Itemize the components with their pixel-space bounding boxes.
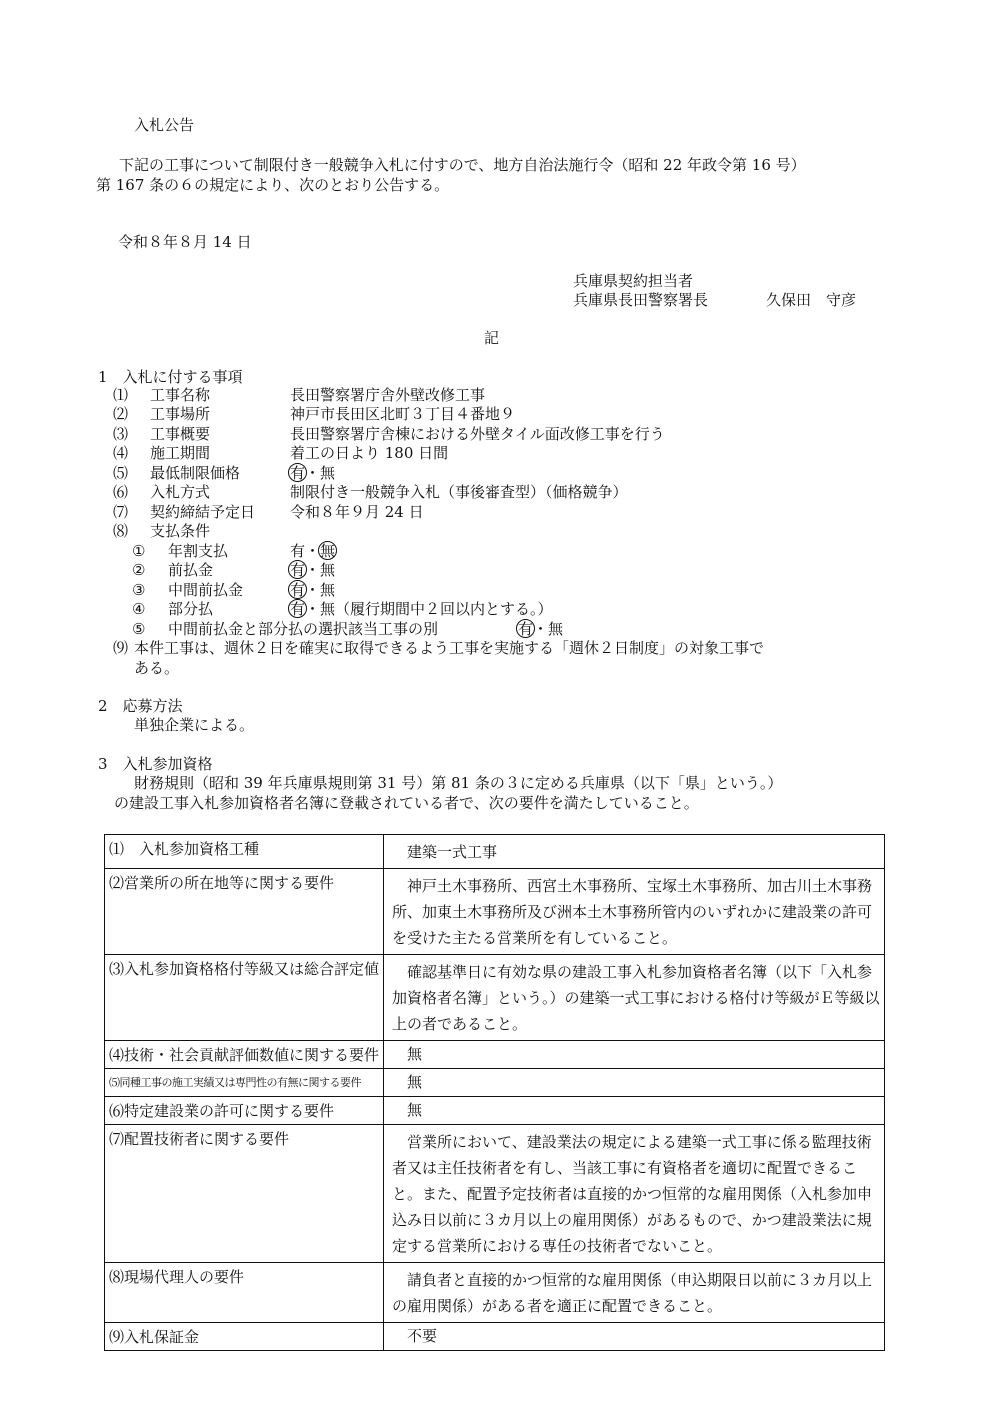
requirement-key: ⑷技術・社会貢献評価数値に関する要件: [105, 1041, 384, 1069]
yes-no-choice: [290, 561, 335, 580]
issuer-line-1: 兵庫県契約担当者: [573, 272, 694, 290]
item-label: 工事場所: [150, 405, 211, 423]
no-option: 無: [320, 581, 336, 599]
separator: ・: [305, 464, 321, 482]
yes-no-choice: [290, 542, 335, 561]
table-row: [105, 955, 885, 1041]
section-3-line-2: の建設工事入札参加資格者名簿に登載されている者で、次の要件を満たしていること。: [114, 794, 699, 812]
section-2-heading: 2 応募方法: [98, 697, 183, 715]
requirement-value: 無: [384, 1097, 885, 1125]
issuer-name: 久保田 守彦: [766, 291, 857, 309]
item-num: ⑻: [113, 522, 129, 540]
requirement-key: ⑺配置技術者に関する要件: [105, 1125, 384, 1263]
table-row: [105, 1041, 885, 1069]
item-value: 長田警察署庁舎棟における外壁タイル面改修工事を行う: [290, 425, 665, 443]
requirement-value: 神戸土木事務所、西宮土木事務所、宝塚土木事務所、加古川土木事務所、加東土木事務所及び洲本土木事務所管内のいずれかに建設業の許可を受けた主たる営業所を有していること。: [384, 869, 885, 955]
requirement-key: ⑴ 入札参加資格工種: [105, 835, 384, 869]
notice-date: 令和８年８月 14 日: [118, 233, 252, 251]
yes-no-choice: [290, 600, 553, 619]
separator: ・: [305, 561, 321, 579]
separator: ・: [533, 620, 549, 638]
requirement-key: ⑹特定建設業の許可に関する要件: [105, 1097, 384, 1125]
intro-line-2: 第 167 条の６の規定により、次のとおり公告する。: [96, 176, 450, 194]
table-row: [105, 1069, 885, 1097]
requirement-key: ⑶入札参加資格格付等級又は総合評定値: [105, 955, 384, 1041]
requirements-table: [104, 834, 885, 1351]
item-num: ⑷: [113, 444, 129, 462]
item-9-line-2: ある。: [134, 659, 180, 677]
no-option: 無: [320, 561, 336, 579]
yes-no-choice: [518, 620, 563, 639]
separator: ・: [305, 581, 321, 599]
table-row: [105, 835, 885, 869]
section-3-line-1: 財務規則（昭和 39 年兵庫県規則第 31 号）第 81 条の３に定める兵庫県（以下「県」という。）: [134, 774, 783, 792]
item-num: ⑴: [113, 386, 129, 404]
payment-label: 年割支払: [168, 542, 229, 560]
payment-label: 中間前払金と部分払の選択該当工事の別: [168, 620, 439, 638]
table-row: [105, 869, 885, 955]
section-2-text: 単独企業による。: [134, 716, 255, 734]
circled-yes: 有: [289, 464, 305, 482]
item-label: 契約締結予定日: [150, 503, 256, 521]
no-option: 無: [548, 620, 564, 638]
table-row: [105, 1263, 885, 1323]
requirement-value: 請負者と直接的かつ恒常的な雇用関係（申込期限日以前に３カ月以上の雇用関係）がある者を適正に配置できること。: [384, 1263, 885, 1323]
table-row: [105, 1125, 885, 1263]
no-option: 無: [320, 600, 336, 618]
table-row: [105, 1097, 885, 1125]
table-row: [105, 1323, 885, 1351]
yes-no-choice: [290, 581, 335, 600]
requirement-value: 無: [384, 1041, 885, 1069]
yes-no-choice: [290, 464, 335, 483]
payment-label: 部分払: [168, 600, 214, 618]
item-value: 制限付き一般競争入札（事後審査型）（価格競争）: [290, 483, 628, 501]
separator: ・: [305, 542, 321, 560]
requirement-value: 不要: [384, 1323, 885, 1351]
item-label: 工事名称: [150, 386, 211, 404]
item-num: ⑼: [113, 639, 129, 657]
item-value: 長田警察署庁舎外壁改修工事: [290, 386, 486, 404]
yes-option: 有: [290, 542, 306, 560]
issuer-title: 兵庫県長田警察署長: [573, 291, 709, 309]
item-value: 神戸市長田区北町３丁目４番地９: [290, 405, 516, 423]
requirement-value: 確認基準日に有効な県の建設工事入札参加資格者名簿（以下「入札参加資格者名簿」という。）の建築一式工事における格付け等級がＥ等級以上の者であること。: [384, 955, 885, 1041]
requirement-value: 無: [384, 1069, 885, 1097]
circled-yes: 有: [289, 600, 305, 618]
circled-no: 無: [320, 542, 336, 560]
circled-yes: 有: [289, 561, 305, 579]
item-label: 支払条件: [150, 522, 211, 540]
item-label: 最低制限価格: [150, 464, 241, 482]
requirement-value: 建築一式工事: [384, 835, 885, 869]
payment-label: 中間前払金: [168, 581, 244, 599]
no-option: 無: [320, 464, 336, 482]
requirement-key: ⑻現場代理人の要件: [105, 1263, 384, 1323]
item-9-line-1: 本件工事は、週休２日を確実に取得できるよう工事を実施する「週休２日制度」の対象工事で: [134, 639, 765, 657]
payment-num: ②: [132, 561, 146, 579]
requirement-key: ⑵営業所の所在地等に関する要件: [105, 869, 384, 955]
item-num: ⑶: [113, 425, 129, 443]
item-num: ⑺: [113, 503, 129, 521]
payment-num: ⑤: [132, 620, 146, 638]
item-num: ⑹: [113, 483, 129, 501]
payment-num: ①: [132, 542, 146, 560]
item-num: ⑵: [113, 405, 129, 423]
item-num: ⑸: [113, 464, 129, 482]
item-label: 工事概要: [150, 425, 211, 443]
ki-marker: 記: [484, 329, 500, 347]
circled-yes: 有: [517, 620, 533, 638]
payment-num: ③: [132, 581, 146, 599]
payment-num: ④: [132, 600, 146, 618]
intro-line-1: 下記の工事について制限付き一般競争入札に付すので、地方自治法施行令（昭和 22 年政令第 16 号）: [119, 156, 806, 174]
requirement-key: ⑼入札保証金: [105, 1323, 384, 1351]
circled-yes: 有: [289, 581, 305, 599]
item-label: 入札方式: [150, 483, 211, 501]
payment-note: （履行期間中２回以内とする。）: [335, 600, 553, 618]
section-3-heading: 3 入札参加資格: [98, 755, 213, 773]
payment-label: 前払金: [168, 561, 214, 579]
item-label: 施工期間: [150, 444, 211, 462]
separator: ・: [305, 600, 321, 618]
requirement-key: ⑸同種工事の施工実績又は専門性の有無に関する要件: [105, 1069, 384, 1097]
section-1-heading: 1 入札に付する事項: [98, 368, 243, 386]
item-value: 令和８年９月 24 日: [290, 503, 424, 521]
item-value: 着工の日より 180 日間: [290, 444, 449, 462]
requirement-value: 営業所において、建設業法の規定による建築一式工事に係る監理技術者又は主任技術者を有し、当該工事に有資格者を適切に配置できること。また、配置予定技術者は直接的かつ恒常的な雇用関係（入札参加申込み日以前に３カ月以上の雇用関係）があるもので、かつ建設業法に規定する営業所における専任の技術者でないこと。: [384, 1125, 885, 1263]
page-title: 入札公告: [134, 116, 195, 134]
